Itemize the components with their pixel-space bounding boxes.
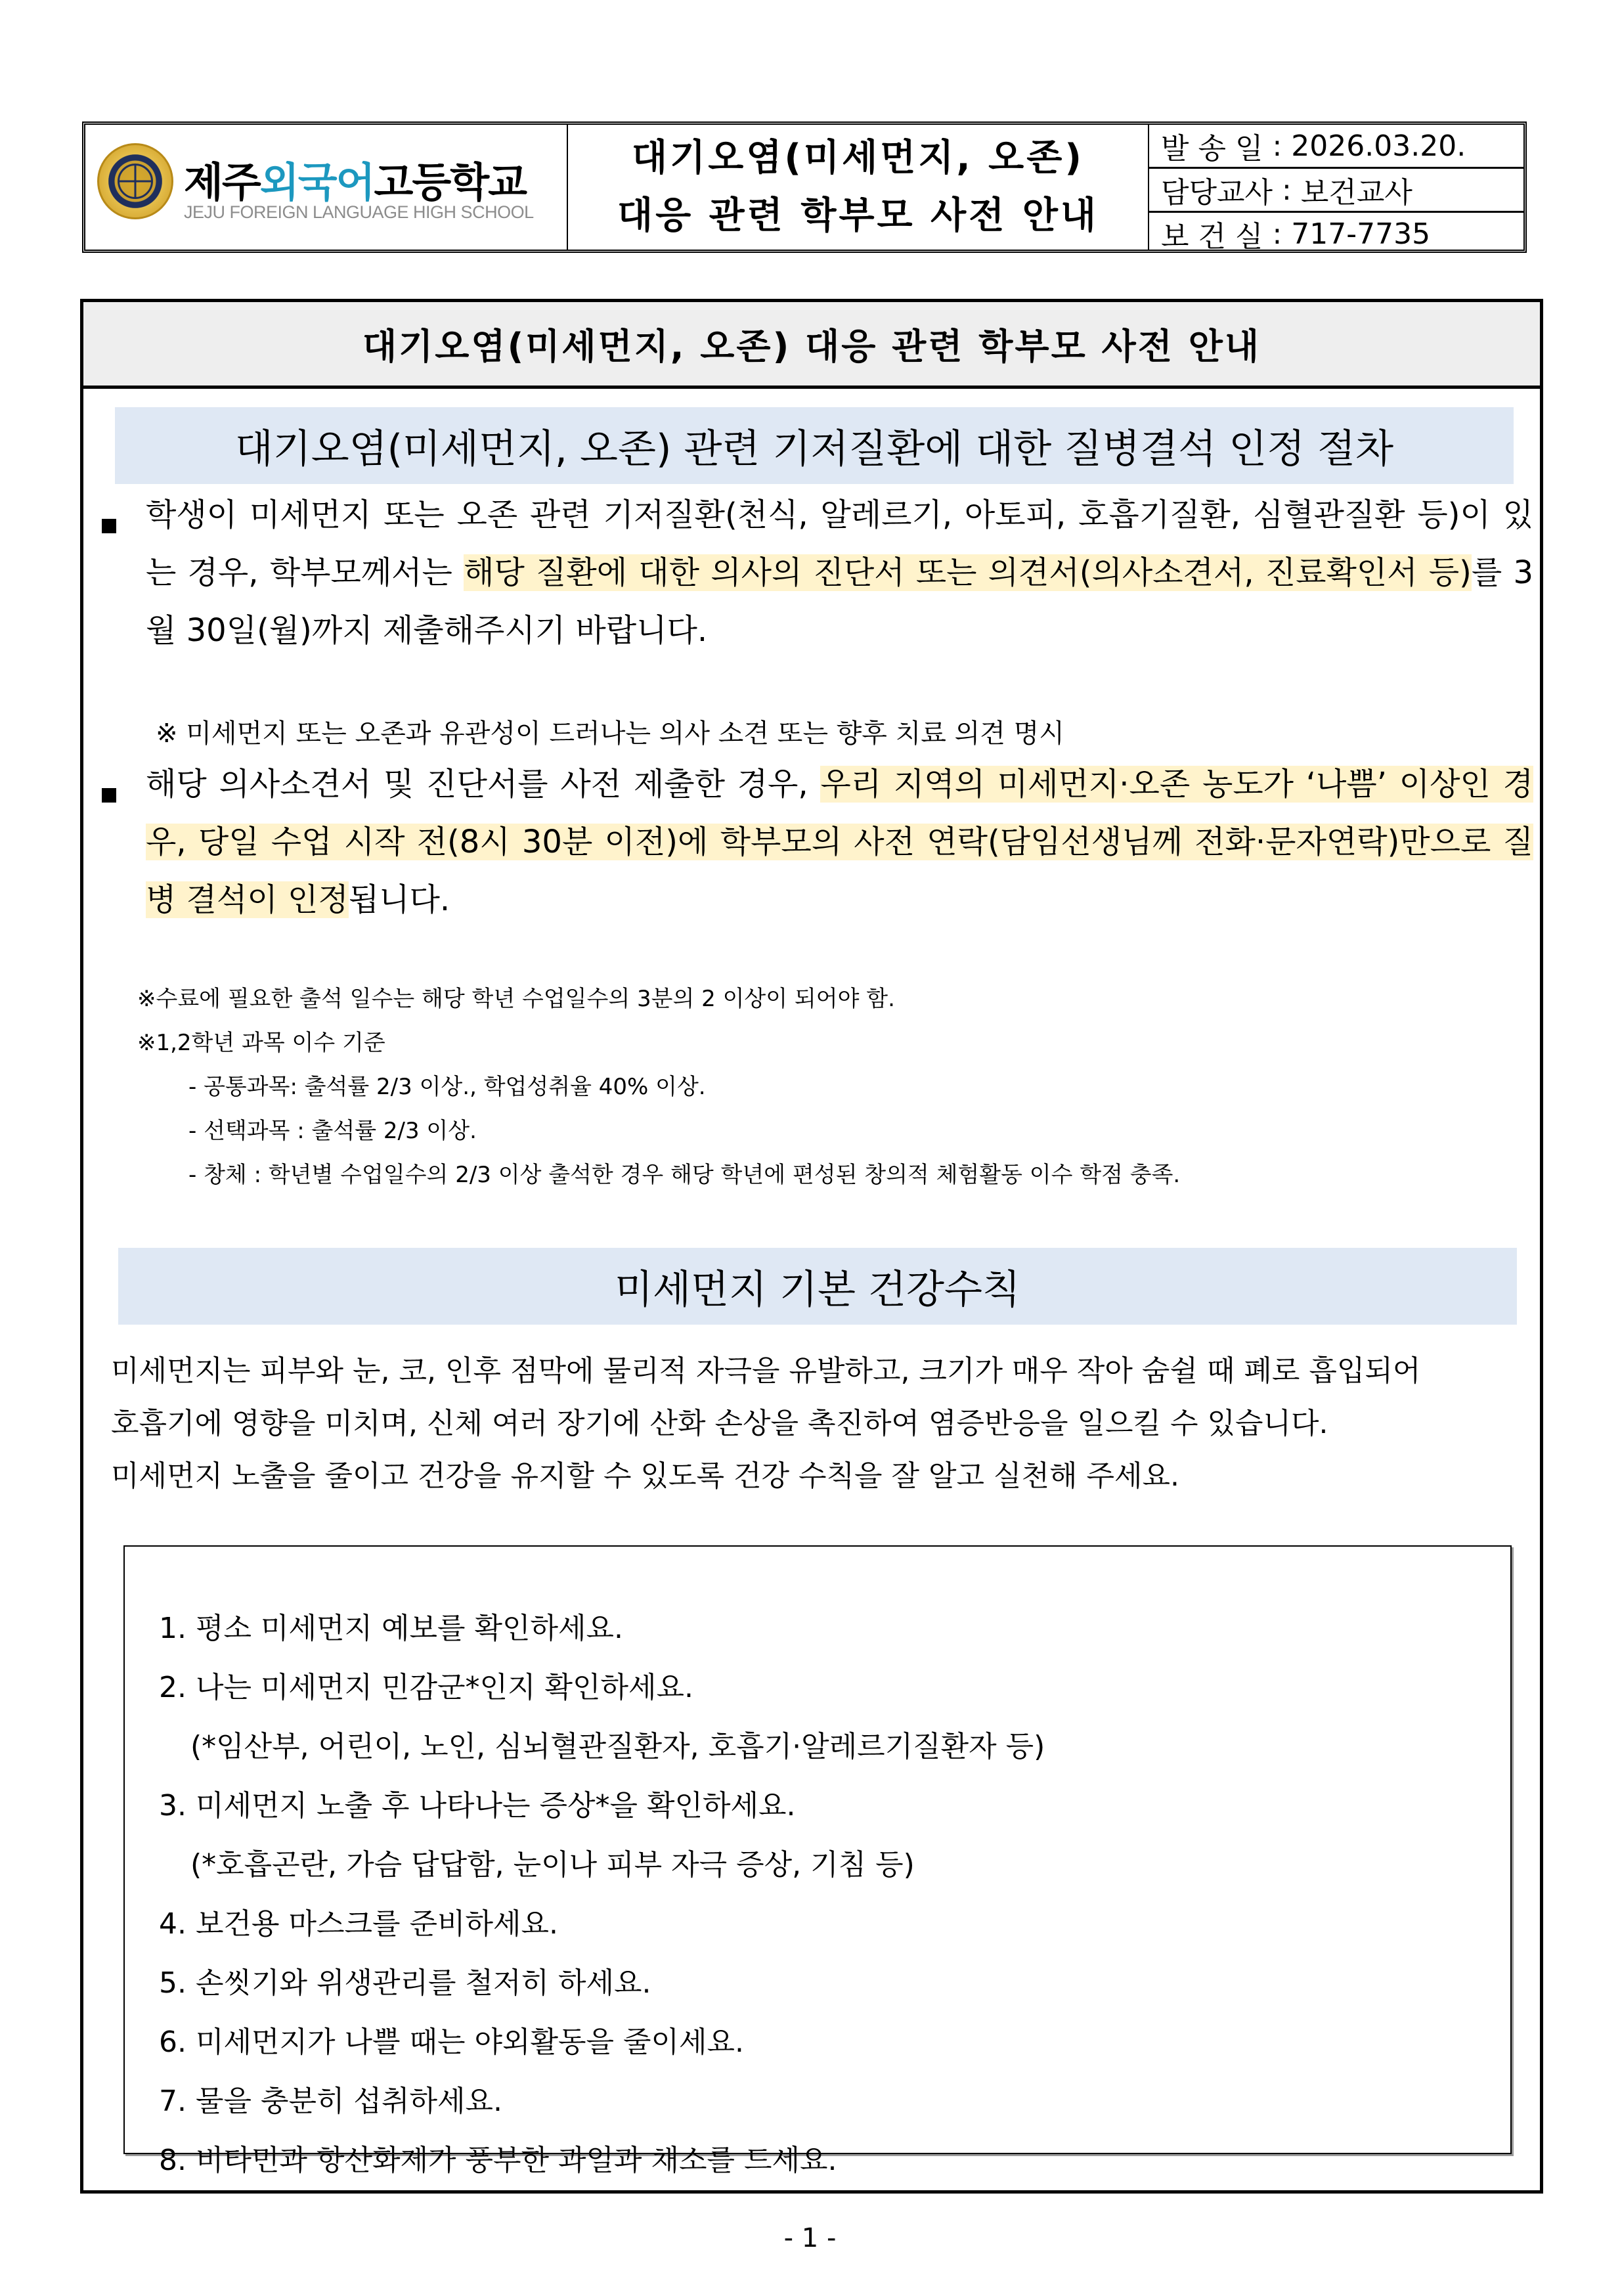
rule-item: 2. 나는 미세먼지 민감군*인지 확인하세요.	[159, 1671, 693, 1704]
rule-item: 8. 비타민과 항산화제가 풍부한 과일과 채소를 드세요.	[159, 2144, 837, 2177]
school-name-prefix: 제주	[184, 158, 260, 206]
info-row-teacher: 담당교사 : 보건교사	[1149, 169, 1523, 213]
info-row-send-date: 발 송 일 : 2026.03.20.	[1149, 125, 1523, 169]
section-heading-health-rules: 미세먼지 기본 건강수칙	[118, 1248, 1517, 1325]
bullet2-text: 해당 의사소견서 및 진단서를 사전 제출한 경우,	[146, 766, 821, 803]
rule-subnote: (*호흡곤란, 가슴 답답함, 눈이나 피부 자극 증상, 기침 등)	[190, 1848, 915, 1882]
school-name-accent: 외국어	[259, 158, 374, 206]
bullet-square-icon	[102, 519, 116, 533]
school-name-english: JEJU FOREIGN LANGUAGE HIGH SCHOOL	[184, 202, 534, 222]
school-name	[184, 150, 526, 208]
note-elective-subjects: - 선택과목 : 출석률 2/3 이상.	[188, 1118, 477, 1144]
rule-item: 4. 보건용 마스크를 준비하세요.	[159, 1907, 558, 1941]
note-doctor-opinion: ※ 미세먼지 또는 오존과 유관성이 드러나는 의사 소견 또는 향후 치료 의견 명시	[156, 718, 1064, 749]
bullet1-highlight: 해당 질환에 대한 의사의 진단서 또는 의견서(의사소견서, 진료확인서 등)	[464, 554, 1472, 591]
school-name-suffix: 고등학교	[374, 158, 527, 206]
school-logo-cell	[85, 125, 568, 250]
intro-line-2: 호흡기에 영향을 미치며, 신체 여러 장기에 산화 손상을 촉진하여 염증반응을 일으킬 수 있습니다.	[111, 1407, 1328, 1440]
bullet-square-icon	[102, 788, 116, 803]
bullet1-text-end: 를 3월 30일(월)까지 제출해주시기 바랍니다.	[146, 554, 1533, 649]
info-value: 717-7735	[1291, 217, 1431, 251]
school-emblem-icon	[97, 143, 173, 219]
note-credit-criteria: ※1,2학년 과목 이수 기준	[137, 1030, 385, 1056]
paragraph-bullet1	[146, 486, 1533, 659]
document-title-line1: 대기오염(미세먼지, 오존)	[632, 137, 1084, 179]
main-content-box	[80, 299, 1543, 2194]
info-label: 보 건 실	[1161, 220, 1263, 254]
document-title-line2: 대응 관련 학부모 사전 안내	[617, 194, 1099, 237]
intro-line-3: 미세먼지 노출을 줄이고 건강을 유지할 수 있도록 건강 수칙을 잘 알고 실천해 주세요.	[111, 1459, 1179, 1493]
bullet2-text-end: 됩니다.	[348, 881, 450, 918]
page-number: - 1 -	[783, 2223, 837, 2253]
paragraph-bullet2	[146, 755, 1533, 929]
note-attendance-requirement: ※수료에 필요한 출석 일수는 해당 학년 수업일수의 3분의 2 이상이 되어야 함.	[137, 986, 895, 1012]
header-table	[82, 121, 1527, 253]
section-heading-absence: 대기오염(미세먼지, 오존) 관련 기저질환에 대한 질병결석 인정 절차	[115, 407, 1514, 484]
main-title: 대기오염(미세먼지, 오존) 대응 관련 학부모 사전 안내	[83, 302, 1540, 389]
info-label: 발 송 일	[1161, 132, 1263, 166]
bullet1-text: 학생이 미세먼지 또는 오존 관련 기저질환(천식, 알레르기, 아토피, 호흡기질환, 심혈관질환 등)이 있는 경우, 학부모께서는	[146, 497, 1533, 591]
rule-item: 5. 손씻기와 위생관리를 철저히 하세요.	[159, 1966, 651, 2000]
info-value: 2026.03.20.	[1291, 129, 1466, 163]
bullet2-highlight: 우리 지역의 미세먼지·오존 농도가 ‘나쁨’ 이상인 경우, 당일 수업 시작 전(8시 30분 이전)에 학부모의 사전 연락(담임선생님께 전화·문자연락)만으로 질병 결석이 인정	[146, 766, 1533, 918]
info-row-health-office: 보 건 실 : 717-7735	[1149, 213, 1523, 255]
info-label: 담당교사	[1161, 176, 1273, 210]
rule-subnote: (*임산부, 어린이, 노인, 심뇌혈관질환자, 호흡기·알레르기질환자 등)	[190, 1730, 1045, 1763]
rule-item: 6. 미세먼지가 나쁠 때는 야외활동을 줄이세요.	[159, 2025, 744, 2059]
rule-item: 1. 평소 미세먼지 예보를 확인하세요.	[159, 1612, 623, 1645]
rule-item: 7. 물을 충분히 섭취하세요.	[159, 2085, 502, 2118]
document-title-cell	[568, 125, 1149, 250]
note-common-subjects: - 공통과목: 출석률 2/3 이상., 학업성취율 40% 이상.	[188, 1074, 706, 1100]
info-value: 보건교사	[1300, 176, 1412, 210]
info-cell	[1149, 125, 1523, 254]
health-rules-box	[123, 1545, 1512, 2177]
intro-line-1: 미세먼지는 피부와 눈, 코, 인후 점막에 물리적 자극을 유발하고, 크기가 매우 작아 숨쉴 때 폐로 흡입되어	[111, 1354, 1421, 1388]
rule-item: 3. 미세먼지 노출 후 나타나는 증상*을 확인하세요.	[159, 1789, 796, 1822]
note-creative-activities: - 창체 : 학년별 수업일수의 2/3 이상 출석한 경우 해당 학년에 편성된 창의적 체험활동 이수 학점 충족.	[188, 1162, 1181, 1188]
